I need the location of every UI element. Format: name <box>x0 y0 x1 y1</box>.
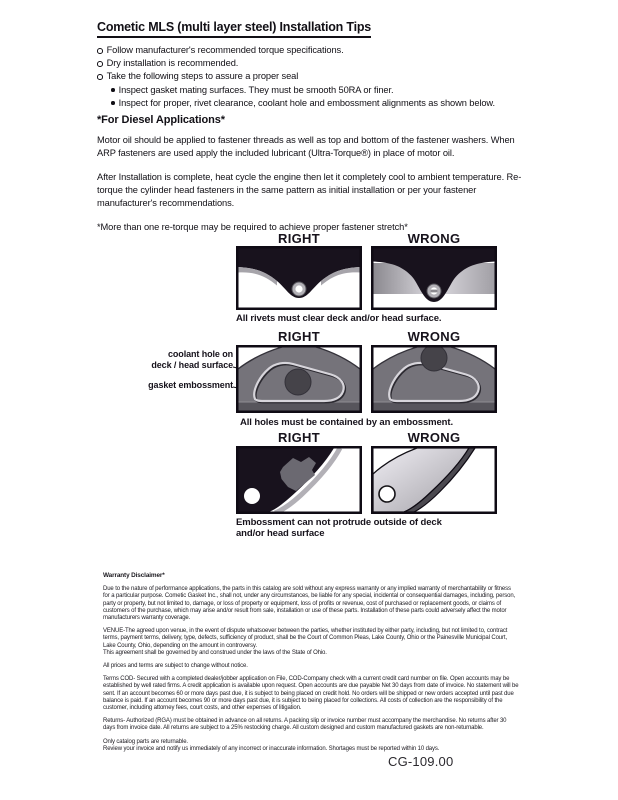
diesel-applications-section <box>97 114 529 245</box>
warranty-paragraph: All prices and terms are subject to change without notice. <box>103 663 248 670</box>
warranty-paragraph: VENUE-The agreed upon venue, in the event of dispute whatsoever between the parties, whether instituted by either party, including, but not limited to, contract terms, payment terms, delivery, type, defects, sufficiency of product, shall be the Court of Common Pleas, Lake County, Ohio or the Painesville Municipal Court, Lake County, Ohio, depending on the amount in controversy. <box>103 628 508 649</box>
installation-tips-list <box>97 44 537 110</box>
embossment-right-diagram <box>236 446 362 514</box>
list-item-text: Take the following steps to assure a proper seal <box>106 71 299 82</box>
wrong-label: WRONG <box>407 329 461 344</box>
list-item-text: Inspect gasket mating surfaces. They must be smooth 50RA or finer. <box>118 84 394 95</box>
diesel-heading: *For Diesel Applications* <box>97 114 225 126</box>
warranty-paragraph: This agreement shall be governed by and construed under the laws of the State of Ohio. <box>103 649 327 656</box>
warranty-paragraph: Due to the nature of performance applications, the parts in this catalog are sold without any express warranty or any implied warranty of merchantability or fitness for a particular purpose. Cometic Gasket Inc., shall not, under any circumstances, be liable for any special, incidental or consequential damages, including, person, party or property, but not limited to, damage, or loss of property or equipment, loss of profits or revenue, cost of purchased or replacement goods, or claims of customers of the purchase, which may arise and/or result from sale, installation or use of these parts. Installation of these parts could adversely affect the motor manufacturers warranty coverage. <box>103 586 516 622</box>
warranty-paragraph: Review your invoice and notify us immediately of any incorrect or inaccurate information. Shortages must be reported within 10 days. <box>103 745 440 752</box>
warranty-paragraph: Terms COD- Secured with a completed dealer/jobber application on File, COD-Company check with a current credit card number on file. Open accounts may be established by well rated firms. A credit application is available upon request. Open accounts are due payable Net 30 days from date of invoice. No statement will be sent. If an account becomes 60 or more days past due, it is subject to being placed on credit hold. No orders will be shipped or new orders accepted until past due balance is paid. If an account becomes 90 or more days past due, it is subject to being placed for collections. All costs of collection are the responsibility of the customer, including attorney fees, court costs, and other expenses of litigation. <box>103 676 519 712</box>
bullet-marker <box>97 48 103 54</box>
right-label: RIGHT <box>278 430 320 445</box>
warranty-disclaimer-section <box>103 572 519 759</box>
embossment-wrong-diagram <box>371 446 497 514</box>
bullet-marker <box>111 88 115 92</box>
diesel-paragraph: Motor oil should be applied to fastener threads as well as top and bottom of the fastener washers. When ARP fasteners are used apply the included lubricant (Ultra-Torque®) in place of motor oil. <box>97 135 515 158</box>
list-item-text: Follow manufacturer's recommended torque specifications. <box>106 45 344 55</box>
right-label: RIGHT <box>278 231 320 246</box>
warranty-heading: Warranty Disclaimer* <box>103 572 165 579</box>
list-sub-item <box>97 84 537 97</box>
coolant-hole-label: coolant hole on <box>168 349 233 359</box>
bullet-marker <box>97 61 103 67</box>
warranty-paragraph: Only catalog parts are returnable. <box>103 738 188 745</box>
page-code: CG-109.00 <box>388 754 454 769</box>
page-title: Cometic MLS (multi layer steel) Installation Tips <box>97 20 371 38</box>
right-label: RIGHT <box>278 329 320 344</box>
coolant-hole-label: deck / head surface <box>151 360 233 370</box>
list-item <box>97 70 537 83</box>
bullet-marker <box>111 101 115 105</box>
rivet-wrong-diagram <box>371 246 497 310</box>
wrong-label: WRONG <box>407 231 461 246</box>
gasket-embossment-label: gasket embossment <box>148 380 233 390</box>
coolant-hole-right-diagram <box>236 345 362 413</box>
bullet-marker <box>97 74 103 80</box>
diagram-caption: All rivets must clear deck and/or head surface. <box>236 313 442 324</box>
diagram-caption: and/or head surface <box>236 528 325 539</box>
diagram-caption: All holes must be contained by an embossment. <box>240 417 453 428</box>
list-item-text: Inspect for proper, rivet clearance, coolant hole and embossment alignments as shown below. <box>118 97 496 108</box>
list-item <box>97 57 537 70</box>
rivet-right-diagram <box>236 246 362 310</box>
list-item-text: Dry installation is recommended. <box>106 58 239 69</box>
wrong-label: WRONG <box>407 430 461 445</box>
diesel-paragraph: *More than one re-torque may be required to achieve proper fastener stretch* <box>97 222 408 232</box>
coolant-hole-wrong-diagram <box>371 345 497 413</box>
diesel-paragraph: After Installation is complete, heat cycle the engine then let it completely cool to ambient temperature. Re-torque the cylinder head fasteners in the same pattern as initial installation or per your fastener manufacturer's recommendations. <box>97 172 522 208</box>
list-item <box>97 44 537 57</box>
warranty-paragraph: Returns- Authorized (RGA) must be obtained in advance on all returns. A packing slip or invoice number must accompany the merchandise. No returns after 30 days from invoice date. All returns are subject to a 25% restocking charge. All custom designed and custom manufactured gaskets are non-returnable. <box>103 718 507 732</box>
diagram-caption: Embossment can not protrude outside of deck <box>236 517 442 528</box>
list-sub-item <box>97 97 537 110</box>
